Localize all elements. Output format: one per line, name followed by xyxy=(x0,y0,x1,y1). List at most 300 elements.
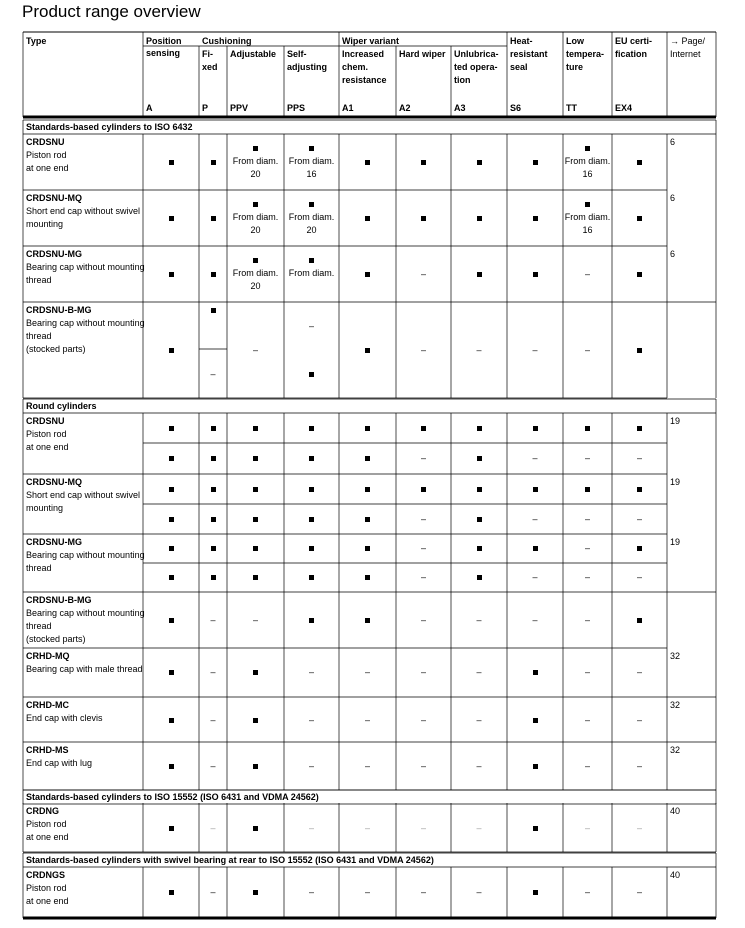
yes-mark xyxy=(309,575,314,580)
no-mark: – xyxy=(636,572,642,582)
no-mark: – xyxy=(210,823,216,833)
yes-mark xyxy=(533,890,538,895)
product-desc: (stocked parts) xyxy=(26,634,86,644)
yes-mark xyxy=(169,618,174,623)
cell-yes xyxy=(507,886,563,899)
no-mark: – xyxy=(532,615,538,625)
cell-yes xyxy=(339,344,396,357)
column-header-wiper: Wiper variant xyxy=(342,36,399,46)
yes-mark xyxy=(365,517,370,522)
cell-yes xyxy=(396,156,451,169)
product-desc: Bearing cap without mounting xyxy=(26,262,145,272)
product-desc: mounting xyxy=(26,503,64,513)
column-header-position: sensing xyxy=(146,48,181,58)
column-header-eu: EU certi- xyxy=(615,36,653,46)
yes-mark xyxy=(253,575,258,580)
yes-mark xyxy=(533,764,538,769)
cell-yes xyxy=(143,542,199,555)
cell-yes xyxy=(199,542,227,555)
no-mark: – xyxy=(210,761,216,771)
cell-no xyxy=(451,666,507,679)
cell-yes xyxy=(507,268,563,281)
cell-yes xyxy=(227,714,284,727)
cell-no xyxy=(612,760,667,773)
column-header-heat: seal xyxy=(510,62,528,72)
yes-mark xyxy=(365,546,370,551)
cell-no xyxy=(284,320,339,333)
no-mark: – xyxy=(532,453,538,463)
page-title: Product range overview xyxy=(22,2,201,21)
cell-no xyxy=(563,822,612,835)
no-mark: – xyxy=(210,369,216,379)
cell-no xyxy=(396,886,451,899)
diameter-note: 20 xyxy=(250,225,261,235)
no-mark: – xyxy=(364,715,370,725)
column-header-hard-wiper: Hard wiper xyxy=(399,49,446,59)
column-header-low-temp: Low xyxy=(566,36,584,46)
yes-mark xyxy=(253,202,258,207)
cell-yes xyxy=(507,714,563,727)
column-header-position: Position xyxy=(146,36,182,46)
cell-yes xyxy=(612,344,667,357)
page-ref: 6 xyxy=(670,249,676,259)
product-desc: at one end xyxy=(26,832,69,842)
cell-no xyxy=(227,344,284,357)
product-name: CRDNGS xyxy=(26,870,66,880)
column-header-low-temp: ture xyxy=(566,62,584,72)
cell-yes xyxy=(227,666,284,679)
cell-yes xyxy=(227,513,284,526)
no-mark: – xyxy=(420,715,426,725)
column-header-eu: fication xyxy=(615,49,648,59)
cell-no xyxy=(451,614,507,627)
yes-mark xyxy=(421,160,426,165)
cell-yes xyxy=(612,483,667,496)
cell-diameter xyxy=(227,198,284,237)
page-ref: 19 xyxy=(670,477,681,487)
diameter-note: From diam. xyxy=(288,268,335,278)
yes-mark xyxy=(637,216,642,221)
cell-no xyxy=(396,571,451,584)
yes-mark xyxy=(211,308,216,313)
no-mark: – xyxy=(420,453,426,463)
product-name: CRDNG xyxy=(26,806,59,816)
cell-no xyxy=(507,571,563,584)
cell-yes xyxy=(143,422,199,435)
yes-mark xyxy=(365,618,370,623)
column-code: P xyxy=(202,103,209,113)
cell-no xyxy=(199,714,227,727)
cell-yes xyxy=(396,483,451,496)
no-mark: – xyxy=(584,667,590,677)
cell-yes xyxy=(339,542,396,555)
diameter-note: From diam. xyxy=(232,156,279,166)
product-desc: Piston rod xyxy=(26,883,67,893)
no-mark: – xyxy=(636,667,642,677)
cell-yes xyxy=(451,571,507,584)
no-mark: – xyxy=(210,615,216,625)
yes-mark xyxy=(211,456,216,461)
yes-mark xyxy=(637,348,642,353)
yes-mark xyxy=(253,426,258,431)
yes-mark xyxy=(477,160,482,165)
yes-mark xyxy=(365,272,370,277)
cell-no xyxy=(396,452,451,465)
cell-no xyxy=(284,760,339,773)
cell-no xyxy=(563,614,612,627)
column-header-chem: Increased xyxy=(342,49,385,59)
diameter-note: 20 xyxy=(306,225,317,235)
cell-no xyxy=(507,344,563,357)
cell-yes xyxy=(451,483,507,496)
no-mark: – xyxy=(584,715,590,725)
cell-yes xyxy=(227,886,284,899)
column-header-page: Internet xyxy=(670,49,701,59)
column-code: PPV xyxy=(230,103,249,113)
cell-yes xyxy=(339,268,396,281)
yes-mark xyxy=(477,575,482,580)
cell-yes xyxy=(507,822,563,835)
yes-mark xyxy=(169,160,174,165)
no-mark: – xyxy=(584,269,590,279)
cell-no xyxy=(396,666,451,679)
product-desc: mounting xyxy=(26,219,64,229)
cell-yes xyxy=(284,422,339,435)
product-desc: Bearing cap with male thread xyxy=(26,664,143,674)
cell-yes xyxy=(227,483,284,496)
cell-yes xyxy=(143,571,199,584)
column-header-cushioning: Cushioning xyxy=(202,36,252,46)
cell-no xyxy=(284,714,339,727)
column-header-chem: resistance xyxy=(342,75,387,85)
no-mark: – xyxy=(308,715,314,725)
cell-yes xyxy=(451,542,507,555)
cell-yes xyxy=(143,268,199,281)
cell-yes xyxy=(612,614,667,627)
yes-mark xyxy=(637,618,642,623)
no-mark: – xyxy=(532,572,538,582)
product-desc: Bearing cap without mounting xyxy=(26,318,145,328)
no-mark: – xyxy=(532,514,538,524)
cell-yes xyxy=(284,452,339,465)
product-name: CRDSNU-MQ xyxy=(26,477,82,487)
yes-mark xyxy=(477,426,482,431)
no-mark: – xyxy=(420,887,426,897)
product-name: CRDSNU-MQ xyxy=(26,193,82,203)
product-desc: thread xyxy=(26,331,52,341)
product-desc: at one end xyxy=(26,163,69,173)
yes-mark xyxy=(365,456,370,461)
yes-mark xyxy=(309,146,314,151)
no-mark: – xyxy=(252,345,258,355)
cell-no xyxy=(612,822,667,835)
yes-mark xyxy=(585,426,590,431)
yes-mark xyxy=(211,517,216,522)
no-mark: – xyxy=(210,667,216,677)
yes-mark xyxy=(585,487,590,492)
product-name: CRDSNU-B-MG xyxy=(26,595,92,605)
product-desc: thread xyxy=(26,563,52,573)
cell-no xyxy=(199,886,227,899)
yes-mark xyxy=(637,487,642,492)
yes-mark xyxy=(637,426,642,431)
no-mark: – xyxy=(420,667,426,677)
column-header-heat: resistant xyxy=(510,49,548,59)
yes-mark xyxy=(169,575,174,580)
cell-yes xyxy=(612,156,667,169)
yes-mark xyxy=(309,202,314,207)
no-mark: – xyxy=(636,514,642,524)
cell-no xyxy=(563,886,612,899)
column-header-unlubricated: Unlubrica- xyxy=(454,49,499,59)
no-mark: – xyxy=(420,345,426,355)
diameter-note: 16 xyxy=(582,169,593,179)
cell-no xyxy=(396,513,451,526)
cell-no xyxy=(339,666,396,679)
column-code: A3 xyxy=(454,103,466,113)
cell-no xyxy=(396,542,451,555)
diameter-note: 20 xyxy=(250,281,261,291)
page-ref: 32 xyxy=(670,745,681,755)
cell-no xyxy=(339,714,396,727)
cell-yes xyxy=(339,483,396,496)
yes-mark xyxy=(477,517,482,522)
yes-mark xyxy=(309,456,314,461)
yes-mark xyxy=(533,272,538,277)
product-name: CRDSNU xyxy=(26,137,65,147)
cell-no xyxy=(396,822,451,835)
yes-mark xyxy=(309,258,314,263)
yes-mark xyxy=(533,826,538,831)
cell-no xyxy=(451,714,507,727)
column-code: EX4 xyxy=(615,103,633,113)
cell-no xyxy=(612,452,667,465)
yes-mark xyxy=(309,372,314,377)
cell-no xyxy=(563,344,612,357)
column-header-fixed: xed xyxy=(202,62,218,72)
column-code: PPS xyxy=(287,103,306,113)
diameter-note: 16 xyxy=(306,169,317,179)
cell-yes xyxy=(143,886,199,899)
diameter-note: 20 xyxy=(250,169,261,179)
yes-mark xyxy=(637,546,642,551)
cell-yes xyxy=(339,156,396,169)
cell-yes xyxy=(227,822,284,835)
cell-yes xyxy=(339,422,396,435)
yes-mark xyxy=(533,216,538,221)
section-title: Standards-based cylinders to ISO 6432 xyxy=(26,122,193,132)
cell-yes xyxy=(143,513,199,526)
product-desc: Piston rod xyxy=(26,429,67,439)
yes-mark xyxy=(309,546,314,551)
yes-mark xyxy=(169,517,174,522)
yes-mark xyxy=(585,202,590,207)
no-mark: – xyxy=(420,514,426,524)
cell-diameter xyxy=(284,254,339,280)
no-mark: – xyxy=(476,823,482,833)
no-mark: – xyxy=(420,823,426,833)
cell-yes xyxy=(227,452,284,465)
cell-yes xyxy=(199,452,227,465)
yes-mark xyxy=(309,618,314,623)
yes-mark xyxy=(533,670,538,675)
no-mark: – xyxy=(308,887,314,897)
cell-yes xyxy=(563,422,612,435)
no-mark: – xyxy=(420,269,426,279)
product-desc: thread xyxy=(26,621,52,631)
yes-mark xyxy=(477,216,482,221)
no-mark: – xyxy=(210,715,216,725)
cell-yes xyxy=(507,212,563,225)
yes-mark xyxy=(309,517,314,522)
no-mark: – xyxy=(308,667,314,677)
no-mark: – xyxy=(308,321,314,331)
no-mark: – xyxy=(476,615,482,625)
cell-no xyxy=(284,886,339,899)
yes-mark xyxy=(169,487,174,492)
page-ref: 32 xyxy=(670,651,681,661)
column-header-fixed: Fi- xyxy=(202,49,213,59)
product-name: CRHD-MC xyxy=(26,700,69,710)
yes-mark xyxy=(533,546,538,551)
cell-no xyxy=(339,760,396,773)
diameter-note: 16 xyxy=(582,225,593,235)
cell-no xyxy=(396,344,451,357)
yes-mark xyxy=(309,426,314,431)
column-header-adjustable: Adjustable xyxy=(230,49,277,59)
cell-no xyxy=(563,452,612,465)
no-mark: – xyxy=(308,823,314,833)
cell-yes xyxy=(143,483,199,496)
diameter-note: From diam. xyxy=(564,156,611,166)
cell-diameter xyxy=(284,142,339,181)
cell-yes xyxy=(143,614,199,627)
yes-mark xyxy=(421,426,426,431)
yes-mark xyxy=(253,546,258,551)
no-mark: – xyxy=(636,715,642,725)
cell-no xyxy=(612,886,667,899)
cell-yes xyxy=(143,822,199,835)
cell-yes xyxy=(284,542,339,555)
cell-yes xyxy=(507,666,563,679)
yes-mark xyxy=(211,216,216,221)
yes-mark xyxy=(253,487,258,492)
column-code: A1 xyxy=(342,103,354,113)
cell-no xyxy=(199,822,227,835)
cell-no xyxy=(507,513,563,526)
cell-no xyxy=(563,666,612,679)
section-title: Standards-based cylinders with swivel bearing at rear to ISO 15552 (ISO 6431 and VDMA 24562) xyxy=(26,855,434,865)
cell-yes xyxy=(339,571,396,584)
cell-yes xyxy=(143,344,199,357)
cell-yes xyxy=(199,571,227,584)
no-mark: – xyxy=(252,615,258,625)
yes-mark xyxy=(253,146,258,151)
cell-yes xyxy=(199,304,227,317)
product-name: CRDSNU-B-MG xyxy=(26,305,92,315)
cell-no xyxy=(612,571,667,584)
no-mark: – xyxy=(420,543,426,553)
yes-mark xyxy=(253,456,258,461)
yes-mark xyxy=(211,575,216,580)
cell-yes xyxy=(612,422,667,435)
section-title: Round cylinders xyxy=(26,401,97,411)
yes-mark xyxy=(169,546,174,551)
cell-no xyxy=(563,714,612,727)
yes-mark xyxy=(253,517,258,522)
no-mark: – xyxy=(584,887,590,897)
yes-mark xyxy=(211,160,216,165)
yes-mark xyxy=(365,426,370,431)
yes-mark xyxy=(253,764,258,769)
cell-diameter xyxy=(284,198,339,237)
cell-yes xyxy=(284,368,339,381)
cell-yes xyxy=(199,212,227,225)
diameter-note: From diam. xyxy=(564,212,611,222)
page-ref: 19 xyxy=(670,537,681,547)
no-mark: – xyxy=(476,715,482,725)
product-desc: End cap with lug xyxy=(26,758,93,768)
cell-yes xyxy=(507,542,563,555)
yes-mark xyxy=(533,487,538,492)
yes-mark xyxy=(533,426,538,431)
yes-mark xyxy=(169,426,174,431)
cell-diameter xyxy=(563,198,612,237)
no-mark: – xyxy=(476,667,482,677)
cell-yes xyxy=(199,422,227,435)
product-desc: Piston rod xyxy=(26,819,67,829)
yes-mark xyxy=(253,670,258,675)
cell-no xyxy=(563,571,612,584)
section-title: Standards-based cylinders to ISO 15552 (ISO 6431 and VDMA 24562) xyxy=(26,792,319,802)
cell-yes xyxy=(284,483,339,496)
yes-mark xyxy=(253,258,258,263)
page-ref: 19 xyxy=(670,416,681,426)
column-header-chem: chem. xyxy=(342,62,369,72)
cell-yes xyxy=(451,212,507,225)
cell-no xyxy=(451,886,507,899)
yes-mark xyxy=(169,272,174,277)
yes-mark xyxy=(637,160,642,165)
yes-mark xyxy=(637,272,642,277)
no-mark: – xyxy=(364,667,370,677)
cell-no xyxy=(199,666,227,679)
cell-yes xyxy=(199,483,227,496)
no-mark: – xyxy=(308,761,314,771)
cell-yes xyxy=(339,614,396,627)
cell-no xyxy=(199,368,227,381)
yes-mark xyxy=(421,487,426,492)
column-code: S6 xyxy=(510,103,522,113)
column-code: TT xyxy=(566,103,577,113)
column-header-unlubricated: ted opera- xyxy=(454,62,498,72)
product-name: CRDSNU xyxy=(26,416,65,426)
no-mark: – xyxy=(476,761,482,771)
no-mark: – xyxy=(584,453,590,463)
page-ref: 32 xyxy=(670,700,681,710)
cell-yes xyxy=(507,422,563,435)
yes-mark xyxy=(169,456,174,461)
yes-mark xyxy=(253,718,258,723)
product-desc: at one end xyxy=(26,896,69,906)
cell-yes xyxy=(199,268,227,281)
cell-yes xyxy=(451,513,507,526)
cell-no xyxy=(612,513,667,526)
cell-yes xyxy=(451,268,507,281)
cell-yes xyxy=(396,212,451,225)
column-header-type: Type xyxy=(26,36,47,46)
cell-yes xyxy=(396,422,451,435)
